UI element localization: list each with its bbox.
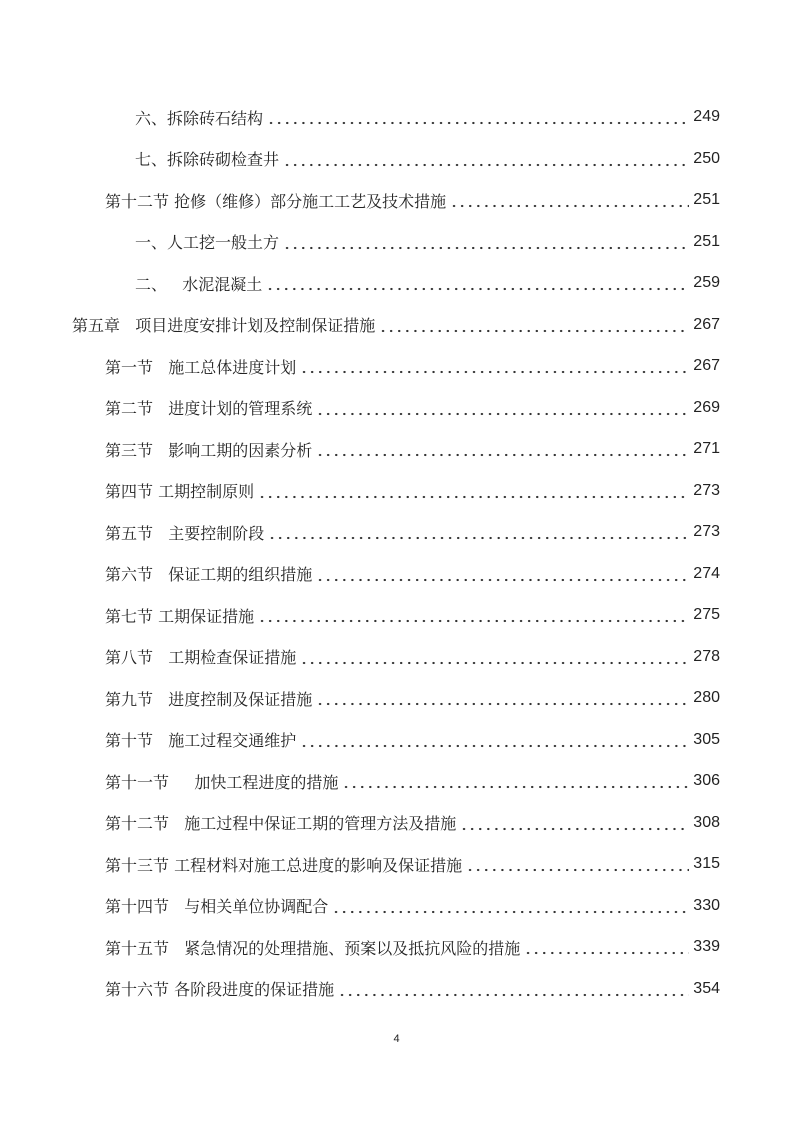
toc-entry-title: 七、拆除砖砌检查井 (135, 150, 280, 169)
toc-entry[interactable] (105, 563, 720, 585)
toc-entry-page: 249 (693, 108, 720, 125)
toc-entry-page: 280 (693, 689, 720, 706)
toc-entry-title: 第十节 施工过程交通维护 (105, 731, 297, 750)
toc-entry[interactable] (105, 687, 720, 709)
toc-entry[interactable] (105, 189, 720, 211)
dot-leader (300, 729, 689, 751)
toc-entry[interactable] (105, 729, 720, 751)
dot-leader (332, 895, 689, 917)
toc-entry[interactable] (105, 480, 720, 502)
toc-entry-page: 339 (693, 938, 720, 955)
dot-leader (450, 189, 689, 211)
toc-entry[interactable] (135, 231, 720, 253)
toc-entry-page: 354 (693, 979, 720, 997)
toc-entry-page: 308 (693, 813, 720, 831)
toc-entry-page: 330 (693, 896, 720, 914)
toc-entry-page: 251 (693, 191, 720, 208)
toc-entry-page: 306 (693, 772, 720, 789)
toc-entry-title: 第十六节 各阶段进度的保证措施 (105, 980, 335, 999)
toc-entry[interactable] (105, 604, 720, 626)
toc-entry-title: 第五节 主要控制阶段 (105, 523, 265, 543)
dot-leader (283, 148, 689, 170)
dot-leader (316, 687, 689, 709)
toc-entry[interactable] (105, 397, 720, 419)
toc-entry-page: 275 (693, 606, 720, 623)
dot-leader (316, 397, 689, 419)
toc-entry[interactable] (105, 853, 720, 875)
toc-entry-title: 第六节 保证工期的组织措施 (105, 565, 313, 584)
toc-entry[interactable] (135, 148, 720, 170)
dot-leader (300, 355, 689, 377)
toc-entry-title: 第十三节 工程材料对施工总进度的影响及保证措施 (105, 855, 463, 875)
toc-entry-page: 251 (693, 232, 720, 250)
dot-leader (379, 314, 689, 336)
dot-leader (283, 231, 689, 253)
toc-entry[interactable] (105, 770, 720, 792)
toc-entry-page: 259 (693, 274, 720, 291)
toc-entry-title: 第四节 工期控制原则 (105, 482, 255, 501)
toc-entry-page: 278 (693, 647, 720, 665)
toc-entry-title: 第三节 影响工期的因素分析 (105, 440, 313, 460)
dot-leader (258, 480, 689, 502)
toc-entry[interactable] (135, 106, 720, 128)
dot-leader (258, 604, 689, 626)
toc-entry-title: 第十一节 加快工程进度的措施 (105, 772, 339, 792)
toc-entry-title: 第十二节 抢修（维修）部分施工工艺及技术措施 (105, 191, 447, 211)
dot-leader (342, 770, 689, 792)
toc-entry[interactable] (105, 936, 720, 958)
dot-leader (460, 812, 689, 834)
toc-entry-title: 第九节 进度控制及保证措施 (105, 689, 313, 709)
toc-entry-title: 第十二节 施工过程中保证工期的管理方法及措施 (105, 814, 457, 833)
toc-entry[interactable] (105, 355, 720, 377)
toc-entry-title: 第八节 工期检查保证措施 (105, 648, 297, 667)
toc-entry-page: 274 (693, 564, 720, 582)
toc-entry-title: 第五章 项目进度安排计划及控制保证措施 (72, 316, 376, 335)
toc-entry-title: 六、拆除砖石结构 (135, 108, 264, 128)
toc-entry-title: 第十五节 紧急情况的处理措施、预案以及抵抗风险的措施 (105, 938, 521, 958)
toc-entry[interactable] (105, 646, 720, 668)
toc-entry[interactable] (135, 272, 720, 294)
dot-leader (267, 106, 689, 128)
page-number-footer: 4 (393, 1033, 400, 1045)
toc-entry-title: 第十四节 与相关单位协调配合 (105, 897, 329, 916)
dot-leader (466, 853, 689, 875)
toc-entry[interactable] (105, 812, 720, 834)
toc-entry-page: 269 (693, 398, 720, 416)
toc-entry-title: 一、人工挖一般土方 (135, 233, 280, 252)
toc-entry-page: 267 (693, 315, 720, 333)
toc-entry-page: 250 (693, 149, 720, 167)
dot-leader (268, 521, 689, 543)
toc-entry[interactable] (72, 314, 720, 336)
dot-leader (300, 646, 689, 668)
toc-entry-title: 第二节 进度计划的管理系统 (105, 399, 313, 418)
toc-entry-page: 267 (693, 357, 720, 374)
toc-entry[interactable] (105, 438, 720, 460)
toc-entry[interactable] (105, 521, 720, 543)
toc-entry-page: 315 (693, 855, 720, 872)
toc-entry[interactable] (105, 978, 720, 1000)
toc-entry-page: 273 (693, 523, 720, 540)
dot-leader (524, 936, 689, 958)
toc-entry-page: 273 (693, 481, 720, 499)
dot-leader (266, 272, 689, 294)
toc-entry-page: 305 (693, 730, 720, 748)
toc-entry-page: 271 (693, 440, 720, 457)
dot-leader (316, 563, 689, 585)
dot-leader (338, 978, 689, 1000)
toc-entry[interactable] (105, 895, 720, 917)
toc-entry-title: 二、 水泥混凝土 (135, 274, 263, 294)
toc-entry-title: 第七节 工期保证措施 (105, 606, 255, 626)
dot-leader (316, 438, 689, 460)
toc-entry-title: 第一节 施工总体进度计划 (105, 357, 297, 377)
